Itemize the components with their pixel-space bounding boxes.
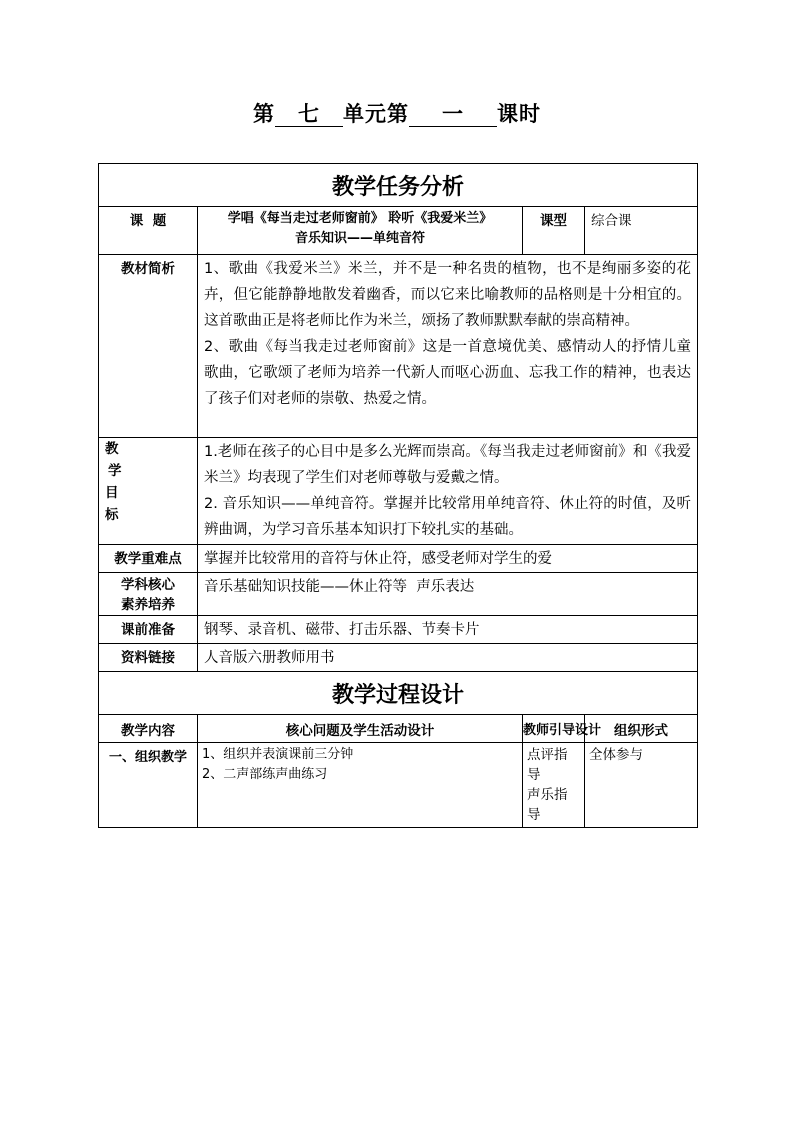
process-activities xyxy=(198,743,523,828)
resource-value: 人音版六册教师用书 xyxy=(198,644,698,672)
section2-header-row xyxy=(99,672,698,715)
section2-header: 教学过程设计 xyxy=(99,672,698,715)
core-literacy-label xyxy=(99,573,198,616)
material-paragraph-1: 1、歌曲《我爱米兰》米兰，并不是一种名贵的植物，也不是绚丽多姿的花卉，但它能静静地散发着幽香，而以它来比喻教师的品格则是十分相宜的。这首歌曲正是将老师比作为米兰，颂扬了教师默默奉献的崇高精神。 xyxy=(204,261,692,329)
topic-line-1: 学唱《每当走过老师窗前》 聆听《我爱米兰》 xyxy=(227,211,493,226)
resource-row xyxy=(99,644,698,672)
key-points-label: 教学重难点 xyxy=(99,545,198,573)
material-paragraph-2: 2、歌曲《每当我走过老师窗前》这是一首意境优美、感情动人的抒情儿童歌曲，它歌颂了老师为培养一代新人而呕心沥血、忘我工作的精神，也表达了孩子们对老师的崇敬、热爱之情。 xyxy=(204,339,692,407)
core-literacy-value: 音乐基础知识技能——休止符等 声乐表达 xyxy=(198,573,698,616)
topic-row xyxy=(99,207,698,255)
preparation-row xyxy=(99,616,698,644)
activity-item: 1、组织并表演课前三分钟 xyxy=(202,747,354,762)
unit-number: 七 xyxy=(275,101,343,127)
material-analysis xyxy=(198,255,698,438)
goals-label-char: 学 xyxy=(108,463,122,479)
guidance-item: 点评指导 xyxy=(527,747,568,783)
teaching-goals xyxy=(198,438,698,545)
core-literacy-row xyxy=(99,573,698,616)
process-content: 一、组织教学 xyxy=(99,743,198,828)
column-header-content: 教学内容 xyxy=(99,715,198,743)
column-header-activities: 核心问题及学生活动设计 xyxy=(198,715,523,743)
column-header-form: 组织形式 xyxy=(585,715,698,743)
column-header-guidance: 教师引导设计 xyxy=(523,715,585,743)
goals-row xyxy=(99,438,698,545)
topic-line-2: 音乐知识——单纯音符 xyxy=(294,231,425,246)
preparation-label: 课前准备 xyxy=(99,616,198,644)
page-title xyxy=(0,98,794,128)
title-suffix: 课时 xyxy=(497,101,541,126)
type-label: 课型 xyxy=(523,207,585,255)
process-row xyxy=(99,743,698,828)
key-points-value: 掌握并比较常用的音符与休止符，感受老师对学生的爱 xyxy=(198,545,698,573)
goals-label-char: 目 xyxy=(105,485,119,501)
goals-label-char: 教 xyxy=(105,441,119,457)
title-middle: 单元第 xyxy=(343,101,409,126)
goals-label-char: 标 xyxy=(105,507,119,523)
material-label: 教材简析 xyxy=(99,255,198,438)
title-prefix: 第 xyxy=(253,101,275,126)
lesson-plan-table xyxy=(98,163,698,828)
type-value: 综合课 xyxy=(585,207,698,255)
process-form: 全体参与 xyxy=(585,743,698,828)
goals-paragraph-2: 2. 音乐知识——单纯音符。掌握并比较常用单纯音符、休止符的时值，及听辨曲调，为学习音乐基本知识打下较扎实的基础。 xyxy=(204,496,692,538)
key-points-row xyxy=(99,545,698,573)
activity-item: 2、二声部练声曲练习 xyxy=(202,767,328,782)
resource-label: 资料链接 xyxy=(99,644,198,672)
lesson-number: 一 xyxy=(409,101,497,127)
preparation-value: 钢琴、录音机、磁带、打击乐器、节奏卡片 xyxy=(198,616,698,644)
section1-header: 教学任务分析 xyxy=(99,164,698,207)
goals-label xyxy=(99,438,198,545)
guidance-item: 声乐指导 xyxy=(527,787,568,823)
topic-value xyxy=(198,207,523,255)
material-row xyxy=(99,255,698,438)
core-literacy-label-line-2: 素养培养 xyxy=(121,597,175,613)
topic-label: 课 题 xyxy=(99,207,198,255)
core-literacy-label-line-1: 学科核心 xyxy=(121,577,175,593)
process-column-header-row xyxy=(99,715,698,743)
goals-paragraph-1: 1.老师在孩子的心目中是多么光辉而崇高。《每当我走过老师窗前》和《我爱米兰》均表现了学生们对老师尊敬与爱戴之情。 xyxy=(204,444,692,486)
process-guidance xyxy=(523,743,585,828)
section1-header-row xyxy=(99,164,698,207)
